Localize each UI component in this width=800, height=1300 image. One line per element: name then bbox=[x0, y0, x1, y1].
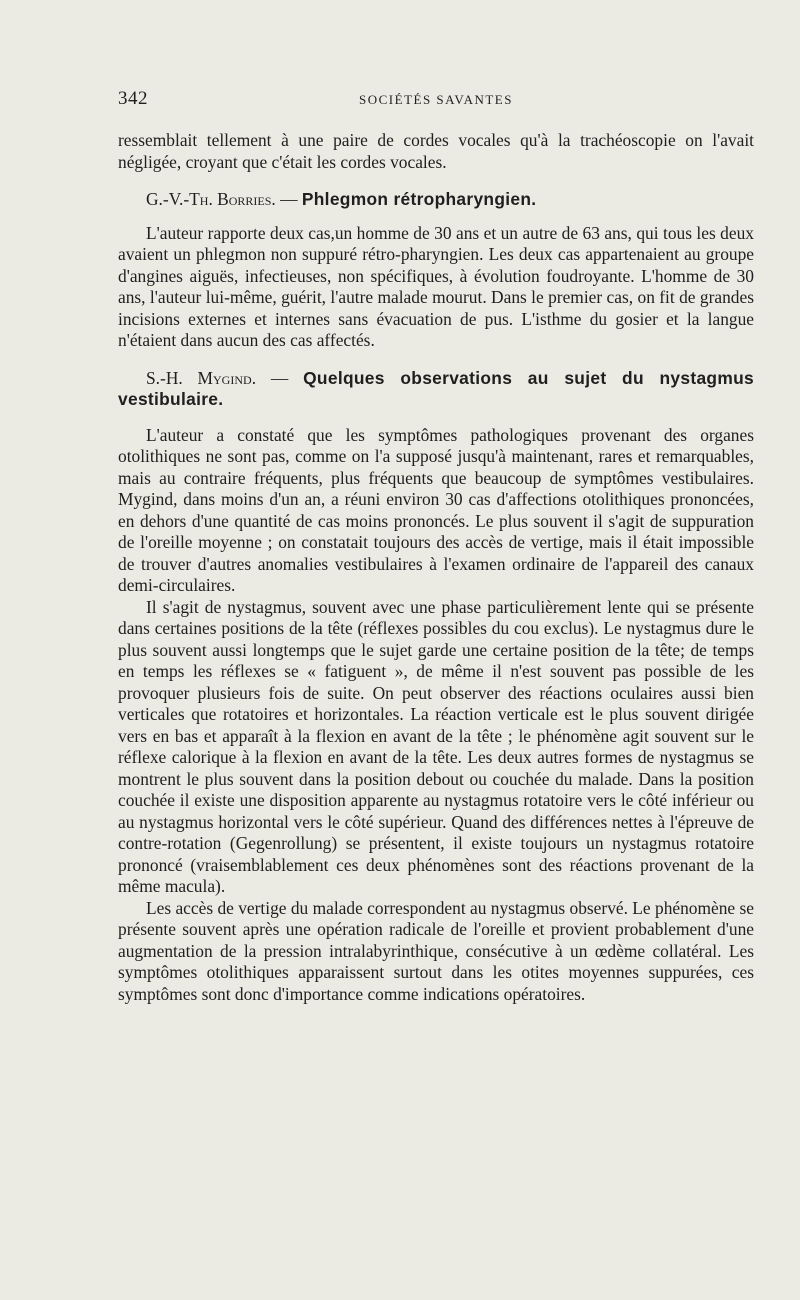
entry-heading bbox=[118, 368, 754, 411]
page-body bbox=[118, 130, 754, 1005]
running-head: SOCIÉTÉS SAVANTES bbox=[359, 92, 513, 107]
entry-paragraph: Il s'agit de nystagmus, souvent avec une phase particulièrement lente qui se présente dans certaines positions de la tête (réflexes possibles du cou exclus). Le nystagmus dure le plus souvent aussi longtemps que le sujet garde une certaine position de la tête; de temps en temps les réflexes se « fatiguent », de même il n'est souvent pas possible de les provoquer plusieurs fois de suite. On peut observer des réactions oculaires aussi bien verticales que rotatoires et horizontales. La réaction verticale est le plus souvent dirigée vers en bas et apparaît à la flexion en avant de la tête ; le phénomène agit souvent sur le réflexe calorique à la flexion en avant de la tête. Les deux autres formes de nystagmus se montrent le plus souvent dans la position debout ou couchée du malade. Dans la position couchée il existe une disposition apparente au nystagmus rotatoire vers le côté inférieur ou au nystagmus horizontal vers le côté supérieur. Quand des différences nettes à l'épreuve de contre-rotation (Gegenrollung) se présentent, il existe toujours un nystagmus rotatoire prononcé (vraisemblablement ces deux phénomènes sont des réactions provenant de la même macula). bbox=[118, 596, 754, 896]
entry-author: G.-V.-Th. Borries. — bbox=[146, 189, 302, 209]
entry-paragraph: L'auteur a constaté que les symptômes pathologiques provenant des organes otolithiques ne sont pas, comme on l'a supposé jusqu'à maintenant, rares et remarquables, mais au contraire fréquents, plus fréquents que beaucoup de symptômes vestibulaires. Mygind, dans moins d'un an, a réuni environ 30 cas d'affections otolithiques prononcées, en dehors d'une quantité de cas moins prononcés. Le plus souvent il s'agit de suppuration de l'oreille moyenne ; on constatait toujours des accès de vertige, mais il était impossible de trouver d'autres anomalies vestibulaires à l'examen ordinaire de l'appareil des canaux demi-circulaires. bbox=[118, 424, 754, 595]
page-number: 342 bbox=[118, 88, 148, 109]
entry-paragraph: Les accès de vertige du malade correspondent au nystagmus observé. Le phénomène se présente souvent après une opération radicale de l'oreille et provient probablement d'une augmentation de la pression intralabyrinthique, consécutive à un œdème collatéral. Les symptômes otolithiques apparaissent surtout dans les otites moyennes suppurées, ces symptômes sont donc d'importance comme indications opératoires. bbox=[118, 897, 754, 1004]
entry-paragraph: L'auteur rapporte deux cas,un homme de 30 ans et un autre de 63 ans, qui tous les deux avaient un phlegmon non suppuré rétro-pharyngien. Les deux cas appartenaient au groupe d'angines aiguës, infectieuses, non spécifiques, à évolution foudroyante. L'homme de 30 ans, l'auteur lui-même, guérit, l'autre malade mourut. Dans le premier cas, on fit de grandes incisions externes et internes sans évacuation de pus. L'isthme du gosier et la langue n'étaient dans aucun des cas affectés. bbox=[118, 222, 754, 350]
entry-title: Phlegmon rétropharyngien. bbox=[301, 189, 537, 209]
entry-title: Quelques observations au sujet du nystagmus vestibulaire. bbox=[118, 367, 754, 409]
entry-heading bbox=[118, 189, 754, 211]
continuation-paragraph: ressemblait tellement à une paire de cordes vocales qu'à la trachéoscopie on l'avait négligée, croyant que c'était les cordes vocales. bbox=[118, 130, 754, 172]
entry-author: S.-H. Mygind. — bbox=[146, 367, 304, 388]
page-header bbox=[118, 88, 754, 112]
